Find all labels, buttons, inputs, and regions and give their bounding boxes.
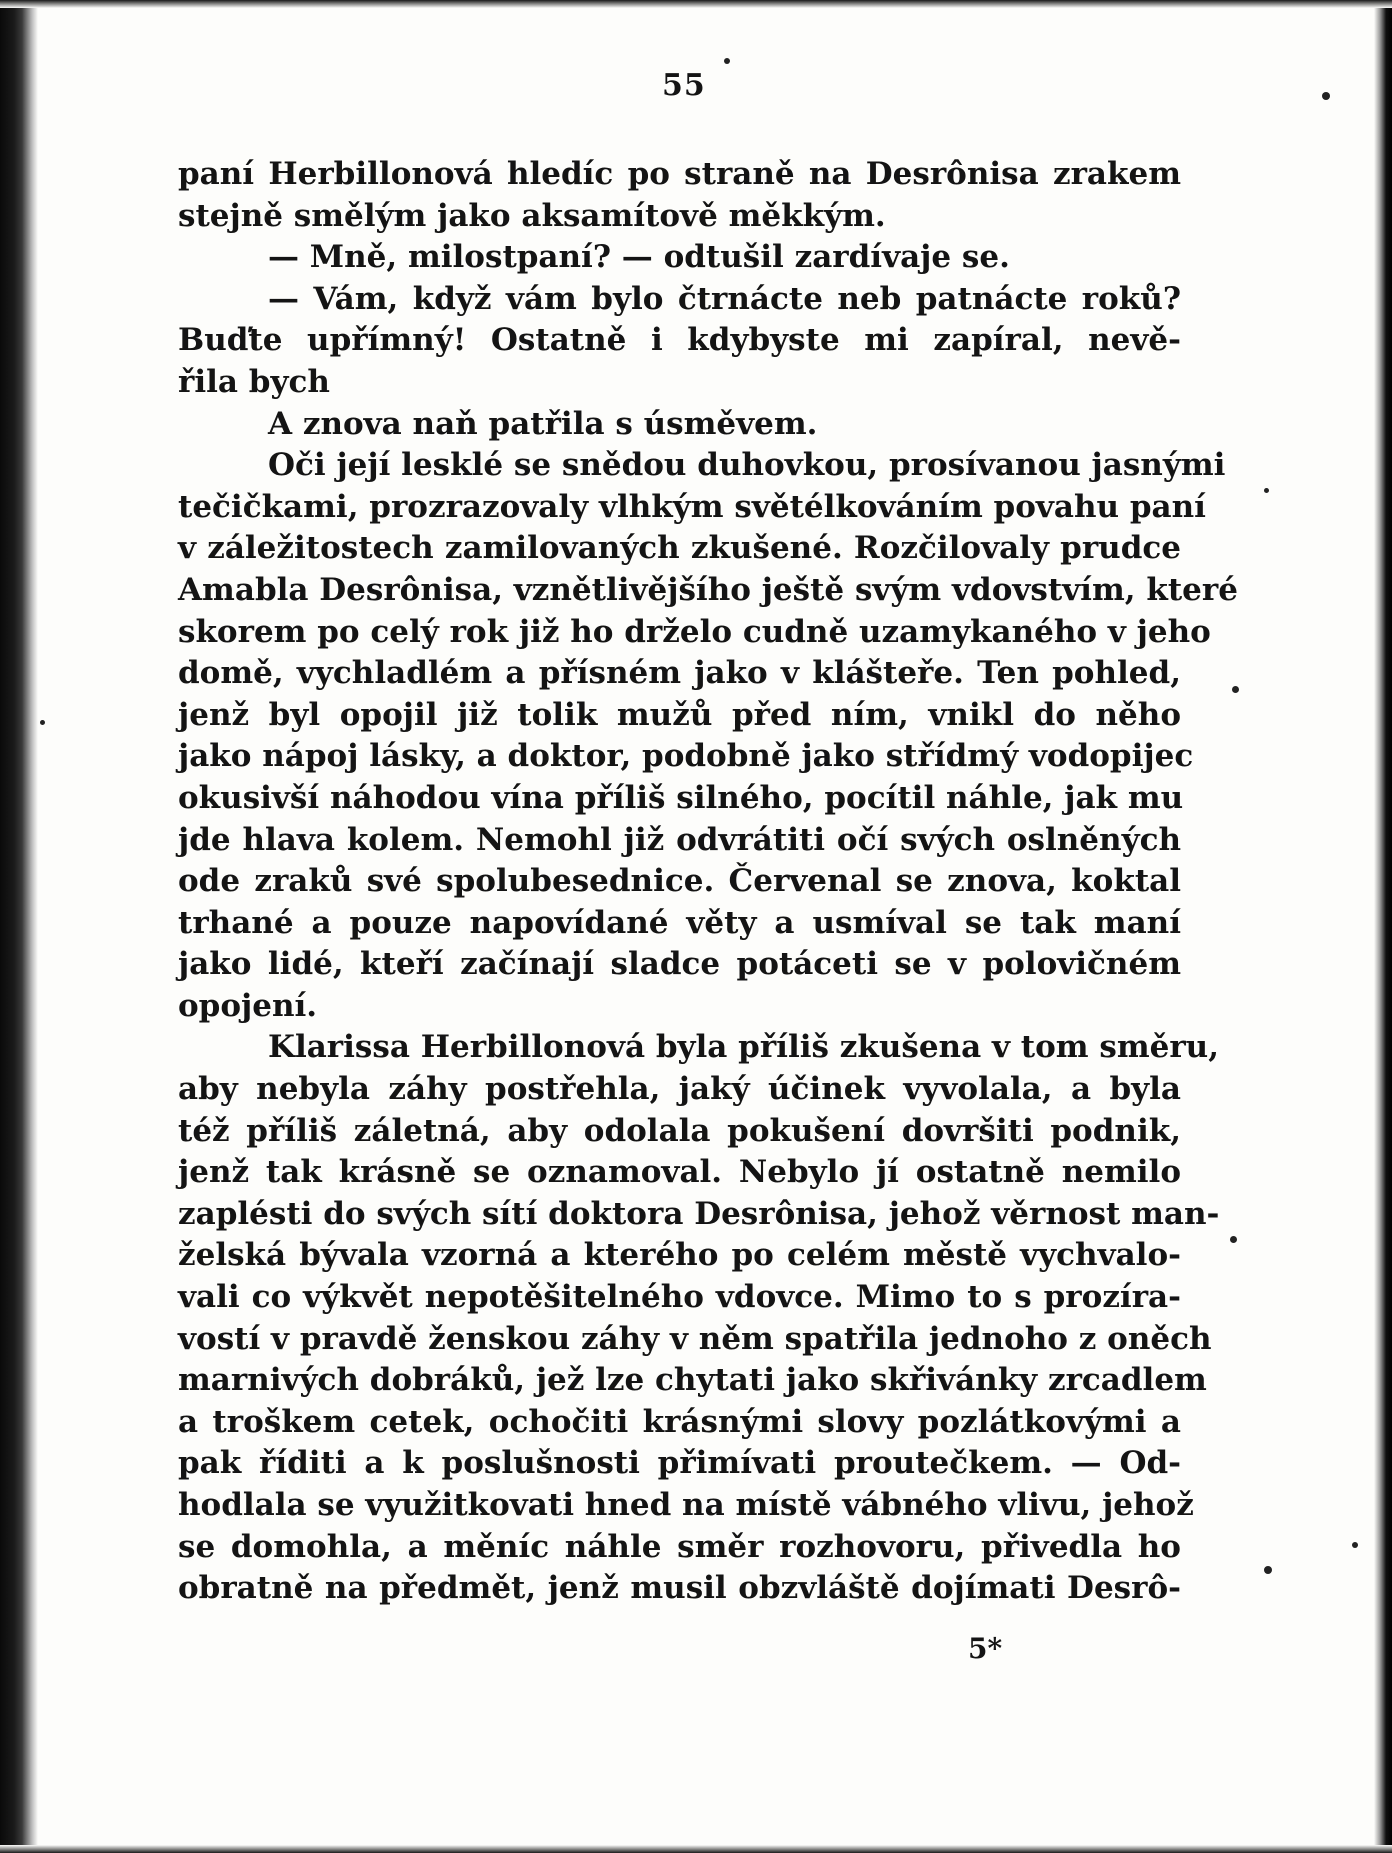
dust-speck [1230,1236,1237,1243]
text-line: Klarissa Herbillonová byla příliš zkušena v tom směru, [268,1029,1220,1066]
text-line: a troškem cetek, ochočiti krásnými slovy pozlátkovými a [178,1403,1181,1440]
text-line: jenž tak krásně se oznamoval. Nebylo jí ostatně nemilo [178,1154,1181,1191]
page-bottom-edge [0,1845,1392,1853]
text-line: ode zraků své spolubesednice. Červenal se znova, koktal [178,863,1181,900]
text-line: domě, vychladlém a přísném jako v klášteře. Ten pohled, [178,655,1181,692]
text-line: se domohla, a měníc náhle směr rozhovoru, přivedla ho [178,1528,1181,1565]
text-line: jde hlava kolem. Nemohl již odvrátiti očí svých oslněných [178,821,1181,858]
text-line: — Mně, milostpaní? — odtušil zardívaje se. [268,239,1010,276]
text-line: Buďte upřímný! Ostatně i kdybyste mi zapíral, nevě- [178,322,1181,359]
text-line: tečičkami, prozrazovaly vlhkým světélkováním povahu paní [178,488,1206,525]
text-line: pak říditi a k poslušnosti přimívati proutečkem. — Od- [178,1445,1181,1482]
dust-speck [1264,1566,1272,1574]
text-line: skorem po celý rok již ho drželo cudně uzamykaného v jeho [178,613,1211,650]
text-line: zaplésti do svých sítí doktora Desrônisa, jehož věrnost man- [178,1195,1220,1232]
dust-speck [1232,686,1239,693]
dust-speck [40,720,45,725]
text-line: trhané a pouze napovídané věty a usmíval se tak maní [178,904,1181,941]
printer-signature-mark: 5* [968,1632,1003,1665]
page-number: 55 [662,68,706,103]
text-line: marnivých dobráků, jež lze chytati jako skřivánky zrcadlem [178,1362,1207,1399]
text-line: želská bývala vzorná a kterého po celém městě vychvalo- [178,1237,1181,1274]
text-line: okusivší náhodou vína příliš silného, pocítil náhle, jak mu [178,779,1184,816]
text-line: hodlala se využitkovati hned na místě vábného vlivu, jehož [178,1487,1194,1523]
text-line: — Vám, když vám bylo čtrnácte neb patnácte roků? [268,280,1181,317]
text-line: vostí v pravdě ženskou záhy v něm spatřila jednoho z oněch [178,1320,1212,1357]
text-line: jenž byl opojil již tolik mužů před ním, vnikl do něho [178,696,1181,733]
dust-speck [1264,488,1269,493]
text-line: řila bych [178,363,330,400]
text-line: Amabla Desrônisa, vznětlivějšího ještě svým vdovstvím, které [178,571,1238,608]
page-left-binding-shadow [0,0,38,1853]
dust-speck [724,58,730,64]
text-line: stejně smělým jako aksamítově měkkým. [178,197,886,234]
text-line: v záležitostech zamilovaných zkušené. Rozčilovaly prudce [178,530,1181,567]
text-line: jako lidé, kteří začínají sladce potáceti se v polovičném [178,946,1181,983]
page-right-edge-shadow [1374,0,1392,1853]
page-top-edge [0,0,1392,8]
text-line: obratně na předmět, jenž musil obzvláště dojímati Desrô- [178,1570,1181,1607]
body-text [178,154,1238,1610]
text-line: vali co výkvět nepotěšitelného vdovce. Mimo to s prozíra- [178,1279,1181,1316]
text-line: opojení. [178,987,318,1024]
dust-speck [1352,1542,1358,1548]
text-line: jako nápoj lásky, a doktor, podobně jako střídmý vodopijec [178,738,1194,775]
dust-speck [1322,92,1330,100]
text-line: též příliš záletná, aby odolala pokušení dovršiti podnik, [178,1112,1181,1149]
text-line: A znova naň patřila s úsměvem. [268,405,818,442]
text-line: paní Herbillonová hledíc po straně na Desrônisa zrakem [178,156,1181,192]
text-line: Oči její lesklé se snědou duhovkou, prosívanou jasnými [268,447,1226,484]
text-line: aby nebyla záhy postřehla, jaký účinek vyvolala, a byla [178,1071,1181,1108]
